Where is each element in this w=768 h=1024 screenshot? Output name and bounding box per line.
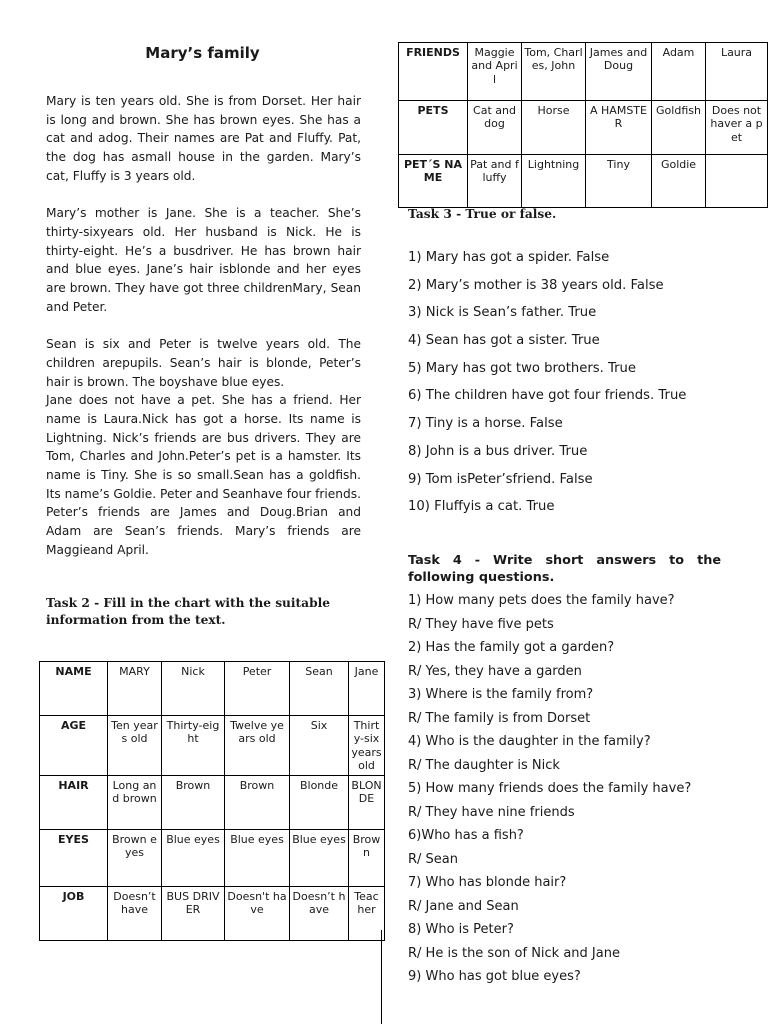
paragraph: Mary is ten years old. She is from Dorset. Her hair is long and brown. She has brown eyes. She has a cat and adog. Their names are Pat and Fluffy. Pat, the dog has asmall house in the garden. Mary’s cat, Fluffy is 3 years old. [46,94,361,183]
table-cell: Six [290,716,349,776]
table-cell: Peter [225,662,290,716]
list-item: 9) Tom isPeter’sfriend. False [408,471,593,487]
table-header-cell: JOB [40,887,108,941]
table-row [40,887,385,941]
table-cell: Blonde [290,776,349,830]
table-row [40,830,385,887]
answer-line: R/ They have five pets [408,616,554,632]
question-line: 2) Has the family got a garden? [408,640,615,655]
paragraph: Mary’s mother is Jane. She is a teacher. She’s thirty-sixyears old. Her husband is Nick. He is thirty-eight. He’s a busdriver. He has brown hair and blue eyes. Jane’s hair isblonde and her eyes are brown. They have got three childrenMary, Sean and Peter. [46,206,361,314]
task3-heading: Task 3 - True or false. [408,207,557,221]
table-cell: Nick [162,662,225,716]
table-row [399,155,768,208]
question-line: 6)Who has a fish? [408,828,524,843]
table-cell: Doesn’t have [108,887,162,941]
table-header-cell: EYES [40,830,108,887]
table-row [399,101,768,155]
table-cell: Horse [522,101,586,155]
task2-heading: Task 2 - Fill in the chart with the suitable information from the text. [46,596,330,627]
table-row [40,776,385,830]
table-header-cell: PET´S NAME [399,155,468,208]
answer-line: R/ Yes, they have a garden [408,663,582,679]
table-cell: Blue eyes [290,830,349,887]
table-cell: A HAMSTER [586,101,652,155]
task4-heading: Task 4 - Write short answers to the following questions. [408,553,721,585]
table-cell: Goldie [652,155,706,208]
table-cell: Ten years old [108,716,162,776]
table-cell: Twelve years old [225,716,290,776]
table-cell: Thirty-six years old [349,716,385,776]
table-cell: Tom, Charles, John [522,43,586,101]
list-item: 2) Mary’s mother is 38 years old. False [408,277,664,293]
table-cell: MARY [108,662,162,716]
answer-line: R/ Jane and Sean [408,898,519,914]
question-line: 7) Who has blonde hair? [408,875,567,890]
table-cell: Brown [162,776,225,830]
reading-text [46,92,361,560]
table-cell: BLONDE [349,776,385,830]
table-cell: Pat and fluffy [468,155,522,208]
table-header-cell: AGE [40,716,108,776]
answer-line: R/ Sean [408,851,459,867]
list-item: 1) Mary has got a spider. False [408,250,610,265]
friends-pets-table [398,42,768,208]
table-cell: Blue eyes [225,830,290,887]
table-cell: Brown [349,830,385,887]
table-cell: Lightning [522,155,586,208]
question-line: 3) Where is the family from? [408,687,594,702]
question-line: 9) Who has got blue eyes? [408,969,581,984]
table-cell: BUS DRIVER [162,887,225,941]
table-header-cell: NAME [40,662,108,716]
question-line: 1) How many pets does the family have? [408,593,675,608]
table-cell: Blue eyes [162,830,225,887]
question-line: 4) Who is the daughter in the family? [408,734,651,749]
table-cell: Thirty-eight [162,716,225,776]
table-cell: Long and brown [108,776,162,830]
table-cell: Brown eyes [108,830,162,887]
table-cell: Does not haver a pet [706,101,768,155]
short-answers-list [408,592,766,992]
list-item: 6) The children have got four friends. True [408,388,687,404]
question-line: 8) Who is Peter? [408,922,514,937]
table-cell: Jane [349,662,385,716]
table-cell: Doesn't have [225,887,290,941]
table-row [40,662,385,716]
table-cell: James and Doug [586,43,652,101]
table-cell: Teacher [349,887,385,941]
table-header-cell: PETS [399,101,468,155]
table-cell: Laura [706,43,768,101]
list-item: 4) Sean has got a sister. True [408,333,600,349]
list-item: 7) Tiny is a horse. False [408,416,563,432]
question-line: 5) How many friends does the family have? [408,781,692,796]
table-cell: Tiny [586,155,652,208]
table-cell: Goldfish [652,101,706,155]
table-cell: Cat and dog [468,101,522,155]
table-header-cell: HAIR [40,776,108,830]
list-item: 3) Nick is Sean’s father. True [408,305,597,321]
answer-line: R/ The family is from Dorset [408,710,591,726]
table-cell: Brown [225,776,290,830]
list-item: 10) Fluffyis a cat. True [408,499,555,515]
true-false-list [408,248,763,525]
table-header-cell: FRIENDS [399,43,468,101]
table-cell: Adam [652,43,706,101]
answer-line: R/ They have nine friends [408,804,575,820]
table-row [399,43,768,101]
list-item: 5) Mary has got two brothers. True [408,360,637,376]
paragraph: Sean is six and Peter is twelve years old. The children arepupils. Sean’s hair is blonde, Peter’s hair is brown. The boyshave blue eyes. [46,337,361,389]
table-row [40,716,385,776]
table-cell: Maggie and April [468,43,522,101]
list-item: 8) John is a bus driver. True [408,443,588,459]
table-cell [706,155,768,208]
page-title: Mary’s family [145,44,260,62]
table-cell: Sean [290,662,349,716]
divider-line [381,930,382,1024]
paragraph: Jane does not have a pet. She has a friend. Her name is Laura.Nick has got a horse. Its name is Lightning. Nick’s friends are bus drivers. They are Tom, Charles and John.Peter’s pet is a hamster. Its name is Tiny. She is so small.Sean has a goldfish. Its name’s Goldie. Peter and Seanhave four friends. Peter’s friends are James and Doug.Brian and Adam are Sean’s friends. Mary’s friends are Maggieand April. [46,393,361,557]
answer-line: R/ The daughter is Nick [408,757,560,773]
answer-line: R/ He is the son of Nick and Jane [408,945,620,961]
table-cell: Doesn’t have [290,887,349,941]
family-chart-table [39,661,385,941]
